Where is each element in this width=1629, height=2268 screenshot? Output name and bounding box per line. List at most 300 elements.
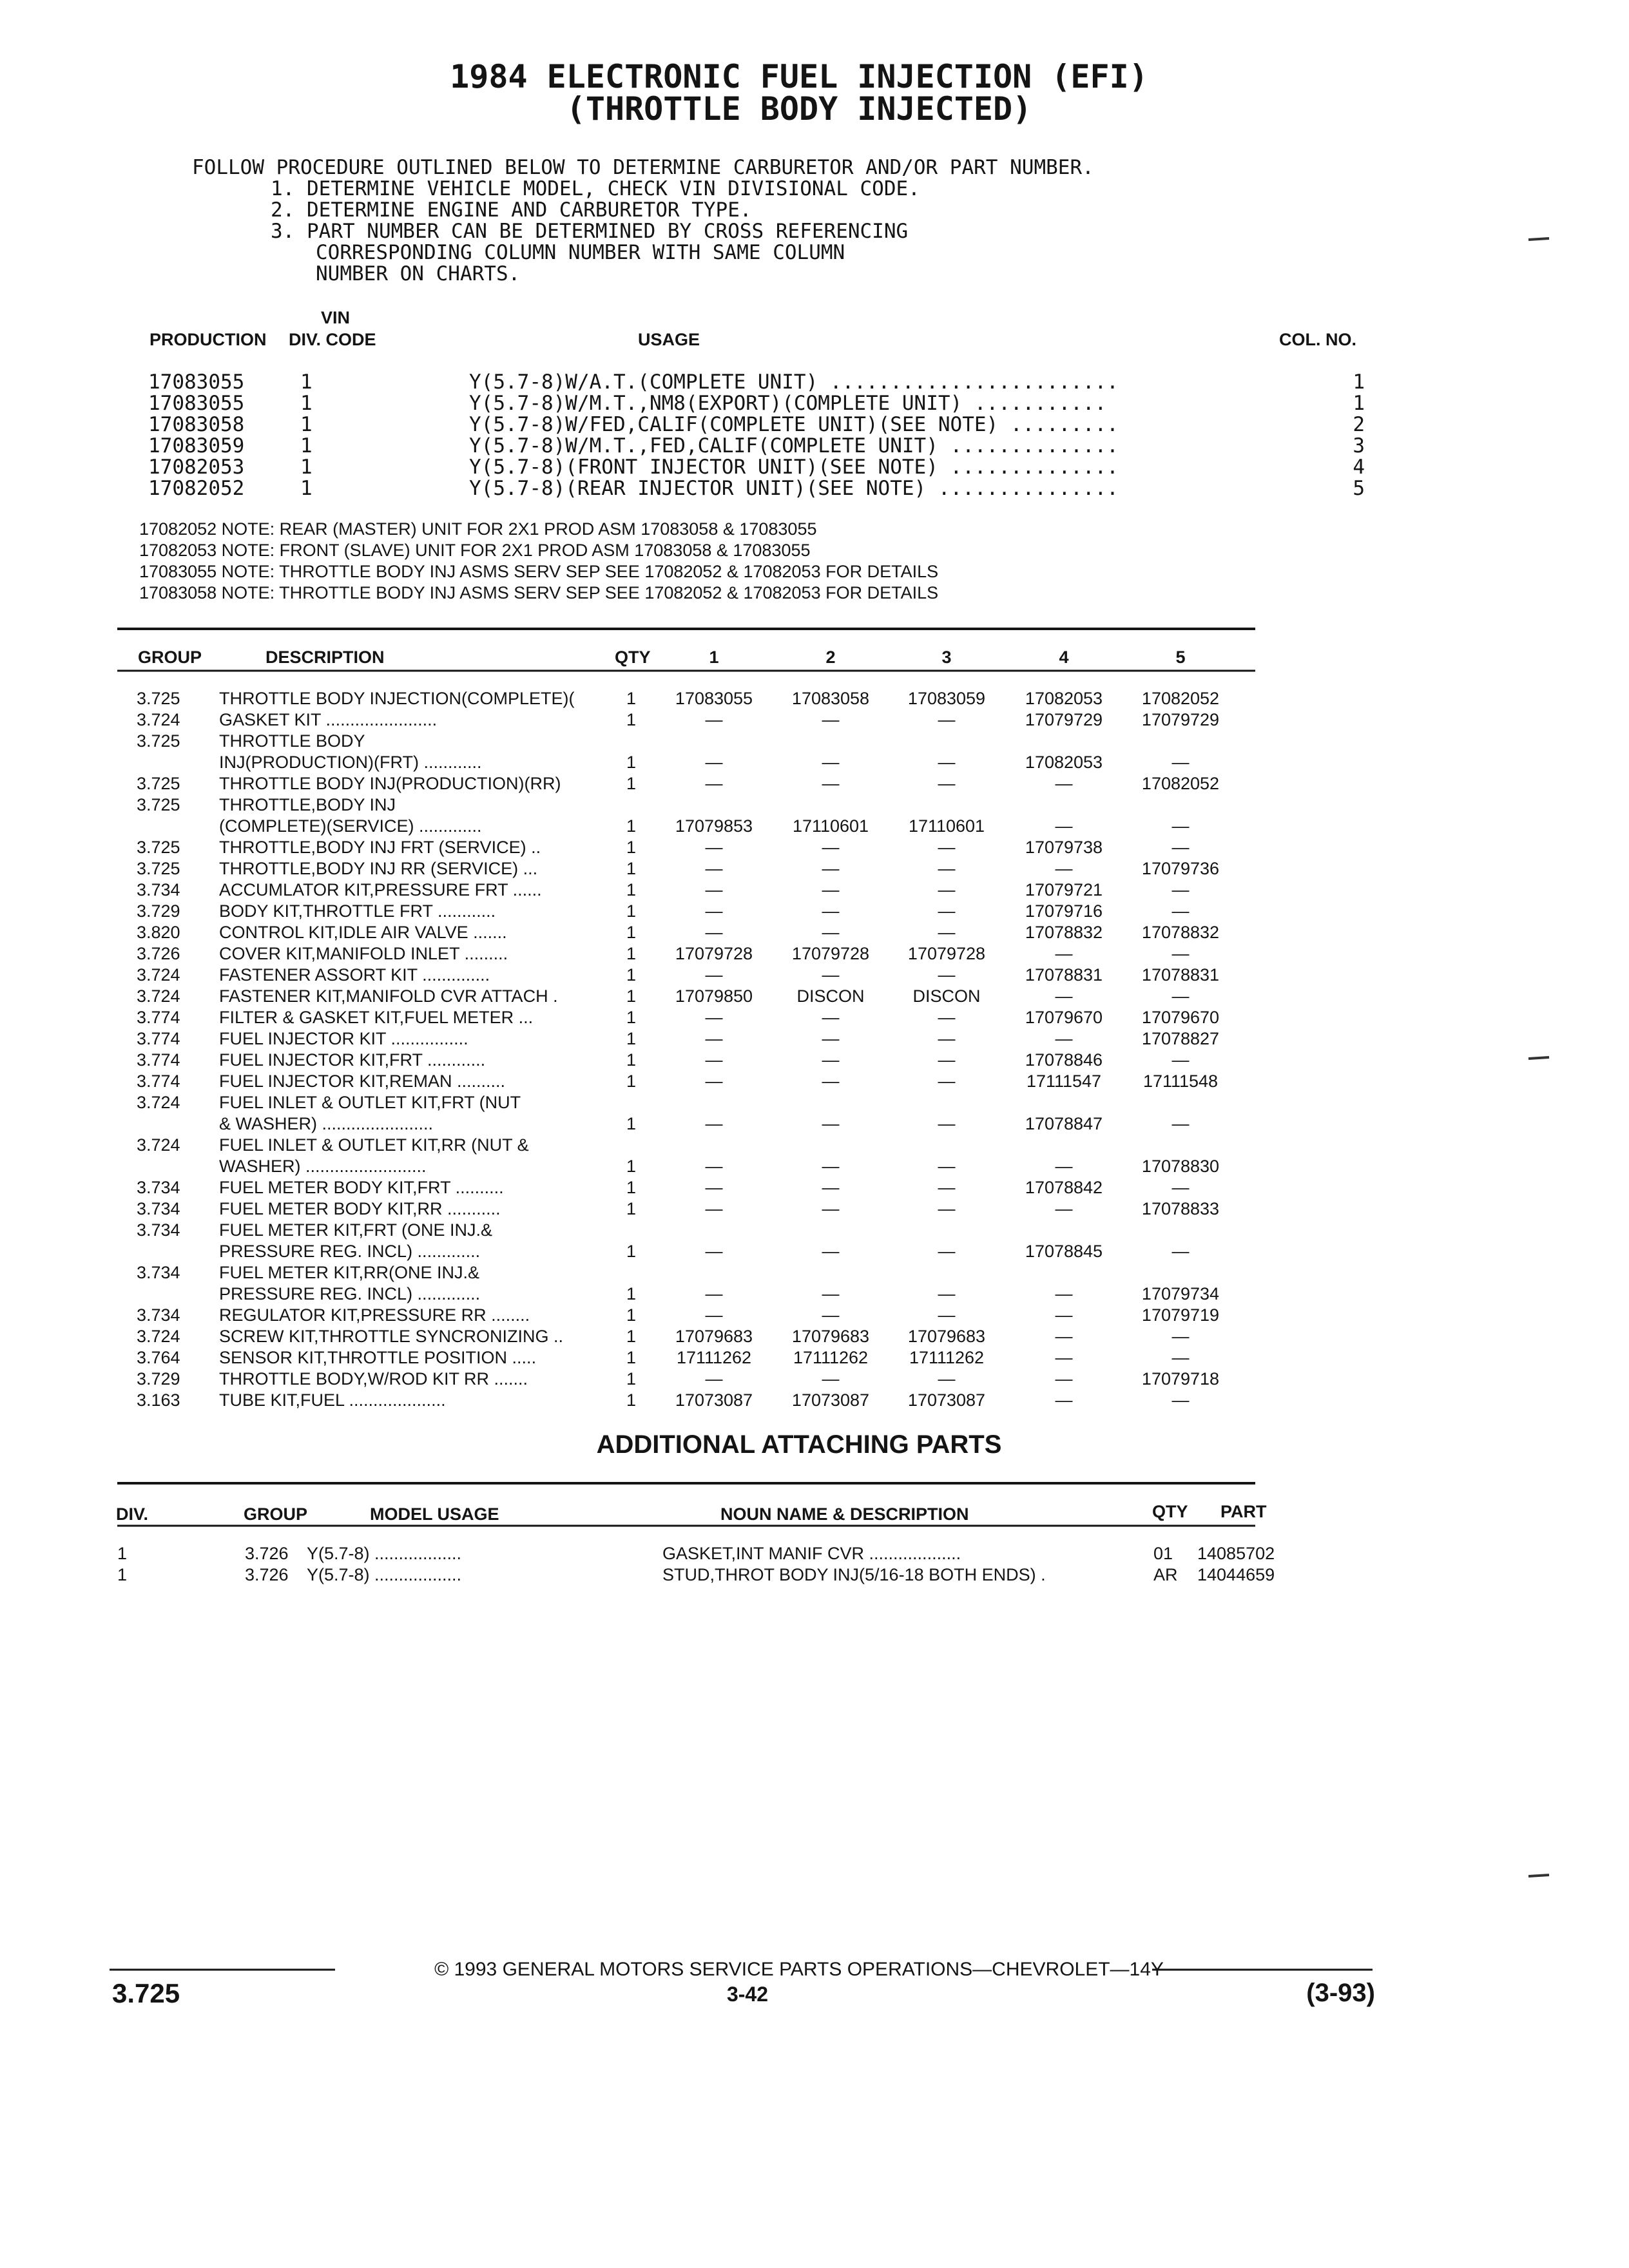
- header-add-qty: QTY: [1152, 1502, 1188, 1521]
- noun-description: GASKET,INT MANIF CVR ...................: [662, 1544, 961, 1563]
- table-row: [137, 774, 1219, 793]
- part-description: GASKET KIT .......................: [219, 710, 438, 729]
- part-number-col-1: —: [705, 965, 723, 985]
- part-number-col-4: 17079670: [1025, 1008, 1103, 1027]
- quantity: 1: [626, 986, 637, 1006]
- part-number-col-4: —: [1055, 986, 1073, 1006]
- part-number-col-2: —: [822, 1029, 840, 1048]
- part-number-col-4: 17082053: [1025, 753, 1103, 772]
- part-number-col-4: —: [1055, 1284, 1073, 1303]
- table-row: [219, 753, 1190, 772]
- part-number-col-1: —: [705, 1199, 723, 1218]
- quantity: 1: [626, 1242, 637, 1261]
- part-number-col-3: —: [938, 1369, 956, 1389]
- part-description: & WASHER) .......................: [219, 1114, 434, 1133]
- part-number-col-2: 17073087: [791, 1390, 870, 1410]
- part-number-col-4: 17078846: [1025, 1050, 1103, 1070]
- table-row: [137, 1199, 1219, 1218]
- part-number-col-3: —: [938, 1242, 956, 1261]
- header-div: DIV.: [116, 1504, 149, 1524]
- part-number-col-2: 17079728: [791, 944, 870, 963]
- part-number-col-2: —: [822, 838, 840, 857]
- production-number: 17083058: [148, 413, 245, 436]
- group-number: 3.820: [137, 923, 180, 942]
- part-number-col-5: 17078831: [1141, 965, 1220, 985]
- production-usage: Y(5.7-8)W/M.T.,FED,CALIF(COMPLETE UNIT) ..............: [469, 434, 1119, 457]
- quantity: 1: [626, 1008, 637, 1027]
- part-number-col-2: —: [822, 880, 840, 899]
- table-row: [219, 1242, 1190, 1261]
- part-description: REGULATOR KIT,PRESSURE RR ........: [219, 1305, 530, 1325]
- part-number-col-5: 17082052: [1141, 774, 1220, 793]
- quantity: 1: [626, 880, 637, 899]
- footer-page-number: 3-42: [726, 1983, 769, 2006]
- part-number-col-5: —: [1171, 1348, 1190, 1367]
- part-number-col-1: —: [705, 710, 723, 729]
- column-number: 2: [1353, 413, 1365, 436]
- header-usage: USAGE: [638, 330, 700, 349]
- part-number-col-3: —: [938, 838, 956, 857]
- part-number-col-5: 17079736: [1141, 859, 1220, 878]
- part-description: SENSOR KIT,THROTTLE POSITION .....: [219, 1348, 537, 1367]
- table-row: [137, 1220, 492, 1240]
- quantity: 1: [626, 1305, 637, 1325]
- table-row: [137, 1263, 479, 1282]
- part-number-col-2: 17083058: [791, 689, 870, 708]
- part-number-col-1: —: [705, 1242, 723, 1261]
- part-number-col-5: 17079734: [1141, 1284, 1220, 1303]
- quantity: 1: [626, 1284, 637, 1303]
- part-number-col-5: 17079718: [1141, 1369, 1220, 1389]
- part-description: FUEL INLET & OUTLET KIT,FRT (NUT: [219, 1093, 521, 1112]
- table-row: [137, 731, 365, 751]
- group-number: 3.729: [137, 901, 180, 921]
- quantity: 1: [626, 1114, 637, 1133]
- table-row: [219, 1284, 1219, 1303]
- group-number: 3.724: [137, 710, 180, 729]
- part-description: FASTENER ASSORT KIT ..............: [219, 965, 490, 985]
- part-number-col-2: —: [822, 1305, 840, 1325]
- group-number: 3.774: [137, 1050, 180, 1070]
- model-usage: Y(5.7-8) ..................: [307, 1544, 462, 1563]
- part-number-col-2: —: [822, 1050, 840, 1070]
- part-number-col-1: —: [705, 1157, 723, 1176]
- part-description: (COMPLETE)(SERVICE) .............: [219, 816, 482, 836]
- footer-copyright: © 1993 GENERAL MOTORS SERVICE PARTS OPERATIONS—CHEVROLET—14Y: [434, 1959, 1164, 1980]
- part-number-col-4: 17078831: [1025, 965, 1103, 985]
- part-number-col-3: —: [938, 1029, 956, 1048]
- part-number-col-3: 17111262: [909, 1348, 985, 1367]
- header-col-1: 1: [709, 648, 719, 667]
- page-title-line2: (THROTTLE BODY INJECTED): [566, 90, 1032, 128]
- quantity: AR: [1153, 1565, 1178, 1584]
- table-row: [137, 1178, 1190, 1197]
- part-number-col-3: —: [938, 901, 956, 921]
- part-number-col-5: —: [1171, 944, 1190, 963]
- part-number-col-3: —: [938, 710, 956, 729]
- group-number: 3.724: [137, 1327, 180, 1346]
- column-number: 3: [1353, 434, 1365, 457]
- group-number: 3.734: [137, 880, 180, 899]
- part-number-col-2: —: [822, 1157, 840, 1176]
- parts-table: [137, 689, 1219, 1410]
- part-number-col-2: —: [822, 1114, 840, 1133]
- part-number-col-1: 17079728: [675, 944, 753, 963]
- table-row: [137, 944, 1190, 963]
- part-number-col-1: —: [705, 1114, 723, 1133]
- header-model-usage: MODEL USAGE: [370, 1504, 499, 1524]
- group-number: 3.726: [245, 1565, 289, 1584]
- part-number-col-4: 17079716: [1025, 901, 1103, 921]
- part-description: TUBE KIT,FUEL ....................: [219, 1390, 446, 1410]
- part-number-col-3: —: [938, 1050, 956, 1070]
- table-row: [137, 965, 1219, 985]
- part-description: FUEL METER BODY KIT,FRT ..........: [219, 1178, 504, 1197]
- part-number: 14044659: [1197, 1565, 1275, 1584]
- table-row: [219, 1157, 1219, 1176]
- part-number-col-5: 17078827: [1141, 1029, 1220, 1048]
- division: 1: [117, 1565, 128, 1584]
- part-number-col-4: —: [1055, 1348, 1073, 1367]
- header-group: GROUP: [138, 648, 202, 667]
- part-number-col-4: 17111547: [1026, 1072, 1102, 1091]
- part-number-col-1: —: [705, 1008, 723, 1027]
- part-number-col-4: 17079721: [1025, 880, 1103, 899]
- group-number: 3.774: [137, 1072, 180, 1091]
- part-number-col-2: —: [822, 753, 840, 772]
- group-number: 3.774: [137, 1008, 180, 1027]
- part-description: FUEL INJECTOR KIT,FRT ............: [219, 1050, 486, 1070]
- header-div-code: DIV. CODE: [289, 330, 376, 349]
- part-description: FASTENER KIT,MANIFOLD CVR ATTACH .: [219, 986, 558, 1006]
- part-number-col-4: —: [1055, 1327, 1073, 1346]
- quantity: 1: [626, 944, 637, 963]
- quantity: 01: [1153, 1544, 1173, 1563]
- part-description: FUEL METER BODY KIT,RR ...........: [219, 1199, 501, 1218]
- part-description: THROTTLE BODY INJECTION(COMPLETE)(: [219, 689, 575, 708]
- part-number-col-3: 17110601: [908, 816, 985, 836]
- header-part: PART: [1220, 1502, 1267, 1521]
- model-usage: Y(5.7-8) ..................: [307, 1565, 462, 1584]
- part-number-col-4: —: [1055, 1390, 1073, 1410]
- part-number-col-4: 17078847: [1025, 1114, 1103, 1133]
- margin-mark: [1528, 238, 1549, 240]
- part-description: THROTTLE BODY: [219, 731, 365, 751]
- production-usage: Y(5.7-8)W/FED,CALIF(COMPLETE UNIT)(SEE NOTE) .........: [469, 413, 1119, 436]
- part-number-col-2: —: [822, 1284, 840, 1303]
- quantity: 1: [626, 1348, 637, 1367]
- part-number-col-2: —: [822, 901, 840, 921]
- part-number-col-5: —: [1171, 1242, 1190, 1261]
- part-number-col-5: 17079719: [1141, 1305, 1220, 1325]
- table-row: [137, 1029, 1219, 1048]
- part-number: 14085702: [1197, 1544, 1275, 1563]
- part-number-col-3: —: [938, 859, 956, 878]
- part-number-col-2: —: [822, 1369, 840, 1389]
- part-number-col-1: 17079853: [675, 816, 753, 836]
- table-row: [137, 1369, 1219, 1389]
- header-description: DESCRIPTION: [265, 648, 385, 667]
- part-number-col-3: —: [938, 1008, 956, 1027]
- production-usage: Y(5.7-8)W/A.T.(COMPLETE UNIT) ........................: [469, 370, 1119, 394]
- noun-description: STUD,THROT BODY INJ(5/16-18 BOTH ENDS) .: [662, 1565, 1046, 1584]
- part-number-col-3: —: [938, 753, 956, 772]
- production-number: 17083059: [148, 434, 245, 457]
- part-number-col-3: —: [938, 774, 956, 793]
- instruction-step-3: 3. PART NUMBER CAN BE DETERMINED BY CROSS REFERENCING: [271, 220, 909, 243]
- part-number-col-3: —: [938, 880, 956, 899]
- additional-table: [117, 1544, 1275, 1584]
- part-number-col-2: —: [822, 710, 840, 729]
- table-row: [137, 1305, 1219, 1325]
- part-description: CONTROL KIT,IDLE AIR VALVE .......: [219, 923, 507, 942]
- part-number-col-1: —: [705, 1178, 723, 1197]
- part-number-col-3: —: [938, 1114, 956, 1133]
- vin-div-code: 1: [300, 413, 313, 436]
- header-noun: NOUN NAME & DESCRIPTION: [720, 1504, 969, 1524]
- part-number-col-4: —: [1055, 859, 1073, 878]
- group-number: 3.724: [137, 1093, 180, 1112]
- part-number-col-5: 17082052: [1141, 689, 1220, 708]
- vin-div-code: 1: [300, 392, 313, 415]
- part-number-col-5: 17078833: [1141, 1199, 1220, 1218]
- vin-div-code: 1: [300, 456, 313, 479]
- part-number-col-2: DISCON: [796, 986, 865, 1006]
- group-number: 3.734: [137, 1220, 180, 1240]
- part-number-col-5: —: [1171, 986, 1190, 1006]
- production-table: [148, 370, 1365, 500]
- part-description: FUEL INJECTOR KIT,REMAN ..........: [219, 1072, 506, 1091]
- part-number-col-3: —: [938, 923, 956, 942]
- part-number-col-5: 17079729: [1141, 710, 1220, 729]
- part-number-col-2: —: [822, 1199, 840, 1218]
- part-number-col-1: —: [705, 1305, 723, 1325]
- group-number: 3.725: [137, 859, 180, 878]
- part-description: PRESSURE REG. INCL) .............: [219, 1242, 481, 1261]
- header-col-5: 5: [1175, 648, 1186, 667]
- part-number-col-1: —: [705, 753, 723, 772]
- part-description: FUEL METER KIT,RR(ONE INJ.&: [219, 1263, 480, 1282]
- part-number-col-5: —: [1171, 880, 1190, 899]
- quantity: 1: [626, 1327, 637, 1346]
- vin-div-code: 1: [300, 370, 313, 394]
- part-number-col-1: —: [705, 1284, 723, 1303]
- group-number: 3.725: [137, 838, 180, 857]
- part-number-col-4: —: [1055, 816, 1073, 836]
- table-row: [137, 795, 396, 814]
- part-number-col-2: —: [822, 965, 840, 985]
- part-number-col-2: —: [822, 923, 840, 942]
- group-number: 3.774: [137, 1029, 180, 1048]
- table-row: [137, 1348, 1190, 1367]
- part-description: INJ(PRODUCTION)(FRT) ............: [219, 753, 482, 772]
- division: 1: [117, 1544, 128, 1563]
- group-number: 3.724: [137, 986, 180, 1006]
- quantity: 1: [626, 753, 637, 772]
- group-number: 3.764: [137, 1348, 180, 1367]
- part-number-col-1: —: [705, 923, 723, 942]
- part-number-col-1: 17083055: [675, 689, 753, 708]
- header-col-no: COL. NO.: [1279, 330, 1356, 349]
- part-number-col-4: 17078845: [1025, 1242, 1103, 1261]
- group-number: 3.726: [245, 1544, 289, 1563]
- group-number: 3.734: [137, 1178, 180, 1197]
- header-col-2: 2: [825, 648, 836, 667]
- part-number-col-4: —: [1055, 1305, 1073, 1325]
- quantity: 1: [626, 1072, 637, 1091]
- part-number-col-2: —: [822, 1008, 840, 1027]
- part-number-col-4: 17082053: [1025, 689, 1103, 708]
- table-row: [137, 689, 1219, 708]
- additional-table-header: [116, 1502, 1267, 1524]
- production-usage: Y(5.7-8)(FRONT INJECTOR UNIT)(SEE NOTE) ..............: [469, 456, 1119, 479]
- part-number-col-5: —: [1171, 753, 1190, 772]
- footer-section-code: 3.725: [112, 1978, 180, 2008]
- part-number-col-1: —: [705, 859, 723, 878]
- production-table-header: [149, 308, 1356, 349]
- part-number-col-3: 17083059: [907, 689, 986, 708]
- table-row: [137, 1008, 1219, 1027]
- part-description: THROTTLE,BODY INJ FRT (SERVICE) ..: [219, 838, 541, 857]
- part-number-col-5: —: [1171, 816, 1190, 836]
- part-number-col-4: 17078842: [1025, 1178, 1103, 1197]
- table-row: [137, 1050, 1190, 1070]
- note-line: 17082053 NOTE: FRONT (SLAVE) UNIT FOR 2X1 PROD ASM 17083058 & 17083055: [139, 541, 811, 560]
- part-number-col-3: —: [938, 965, 956, 985]
- part-number-col-3: 17079683: [907, 1327, 986, 1346]
- group-number: 3.734: [137, 1305, 180, 1325]
- instruction-step-1: 1. DETERMINE VEHICLE MODEL, CHECK VIN DIVISIONAL CODE.: [271, 177, 920, 200]
- table-row: [137, 1390, 1190, 1410]
- production-number: 17083055: [148, 392, 245, 415]
- quantity: 1: [626, 1157, 637, 1176]
- part-number-col-1: 17079683: [675, 1327, 753, 1346]
- part-number-col-1: —: [705, 1050, 723, 1070]
- part-description: FUEL INJECTOR KIT ................: [219, 1029, 468, 1048]
- part-number-col-3: —: [938, 1305, 956, 1325]
- part-number-col-5: —: [1171, 901, 1190, 921]
- header-production: PRODUCTION: [149, 330, 267, 349]
- part-number-col-2: 17079683: [791, 1327, 870, 1346]
- part-number-col-1: 17073087: [675, 1390, 753, 1410]
- part-number-col-4: —: [1055, 1199, 1073, 1218]
- margin-mark: [1528, 1875, 1549, 1876]
- notes: [139, 519, 938, 602]
- part-description: FILTER & GASKET KIT,FUEL METER ...: [219, 1008, 534, 1027]
- table-row: [137, 859, 1219, 878]
- table-row: [137, 880, 1190, 899]
- part-number-col-3: —: [938, 1284, 956, 1303]
- note-line: 17082052 NOTE: REAR (MASTER) UNIT FOR 2X1 PROD ASM 17083058 & 17083055: [139, 519, 817, 539]
- part-description: WASHER) .........................: [219, 1157, 427, 1176]
- part-number-col-3: —: [938, 1199, 956, 1218]
- part-number-col-3: 17073087: [907, 1390, 986, 1410]
- part-number-col-1: —: [705, 901, 723, 921]
- table-row: [137, 1327, 1190, 1346]
- part-number-col-2: —: [822, 1178, 840, 1197]
- part-description: FUEL METER KIT,FRT (ONE INJ.&: [219, 1220, 493, 1240]
- part-number-col-4: 17079729: [1025, 710, 1103, 729]
- footer-revision-date: (3-93): [1306, 1979, 1375, 2007]
- column-number: 1: [1353, 370, 1365, 394]
- table-row: [137, 710, 1219, 729]
- vin-div-code: 1: [300, 477, 313, 500]
- part-number-col-5: —: [1171, 1390, 1190, 1410]
- part-description: THROTTLE BODY INJ(PRODUCTION)(RR): [219, 774, 561, 793]
- part-number-col-4: —: [1055, 944, 1073, 963]
- table-row: [117, 1544, 1275, 1563]
- group-number: 3.725: [137, 731, 180, 751]
- part-number-col-5: —: [1171, 1050, 1190, 1070]
- quantity: 1: [626, 774, 637, 793]
- parts-table-header: [138, 648, 1186, 667]
- note-line: 17083055 NOTE: THROTTLE BODY INJ ASMS SERV SEP SEE 17082052 & 17082053 FOR DETAILS: [139, 562, 939, 581]
- part-number-col-3: —: [938, 1072, 956, 1091]
- column-number: 1: [1353, 392, 1365, 415]
- part-number-col-5: 17111548: [1142, 1072, 1219, 1091]
- instructions-lead: FOLLOW PROCEDURE OUTLINED BELOW TO DETERMINE CARBURETOR AND/OR PART NUMBER.: [192, 156, 1094, 179]
- instruction-step-2: 2. DETERMINE ENGINE AND CARBURETOR TYPE.: [271, 198, 752, 222]
- quantity: 1: [626, 1199, 637, 1218]
- part-number-col-4: —: [1055, 1029, 1073, 1048]
- part-description: SCREW KIT,THROTTLE SYNCRONIZING ..: [219, 1327, 564, 1346]
- part-number-col-5: 17078830: [1141, 1157, 1220, 1176]
- quantity: 1: [626, 965, 637, 985]
- table-row: [219, 816, 1190, 836]
- table-row: [137, 923, 1219, 942]
- part-number-col-1: —: [705, 1029, 723, 1048]
- part-description: THROTTLE BODY,W/ROD KIT RR .......: [219, 1369, 528, 1389]
- part-number-col-3: DISCON: [912, 986, 981, 1006]
- group-number: 3.724: [137, 965, 180, 985]
- column-number: 4: [1353, 456, 1365, 479]
- part-number-col-1: 17079850: [675, 986, 753, 1006]
- part-number-col-3: —: [938, 1157, 956, 1176]
- header-col-3: 3: [941, 648, 952, 667]
- quantity: 1: [626, 1029, 637, 1048]
- part-number-col-2: 17111262: [793, 1348, 869, 1367]
- part-number-col-2: —: [822, 1242, 840, 1261]
- part-number-col-3: —: [938, 1178, 956, 1197]
- group-number: 3.726: [137, 944, 180, 963]
- quantity: 1: [626, 816, 637, 836]
- part-number-col-2: —: [822, 1072, 840, 1091]
- vin-div-code: 1: [300, 434, 313, 457]
- part-number-col-5: —: [1171, 1327, 1190, 1346]
- group-number: 3.734: [137, 1263, 180, 1282]
- header-add-group: GROUP: [244, 1504, 308, 1524]
- part-number-col-4: —: [1055, 1157, 1073, 1176]
- header-vin: VIN: [321, 308, 351, 327]
- table-row: [117, 1565, 1275, 1584]
- part-number-col-1: 17111262: [676, 1348, 752, 1367]
- group-number: 3.734: [137, 1199, 180, 1218]
- part-number-col-3: 17079728: [907, 944, 986, 963]
- quantity: 1: [626, 859, 637, 878]
- page-title-line1: 1984 ELECTRONIC FUEL INJECTION (EFI): [450, 58, 1148, 95]
- part-description: THROTTLE,BODY INJ RR (SERVICE) ...: [219, 859, 538, 878]
- part-number-col-2: —: [822, 774, 840, 793]
- part-number-col-5: —: [1171, 1178, 1190, 1197]
- table-row: [137, 1093, 521, 1112]
- production-number: 17082053: [148, 456, 245, 479]
- part-description: BODY KIT,THROTTLE FRT ............: [219, 901, 496, 921]
- group-number: 3.725: [137, 795, 180, 814]
- quantity: 1: [626, 1369, 637, 1389]
- instruction-step-3-cont2: NUMBER ON CHARTS.: [316, 262, 521, 285]
- part-number-col-1: —: [705, 880, 723, 899]
- production-number: 17083055: [148, 370, 245, 394]
